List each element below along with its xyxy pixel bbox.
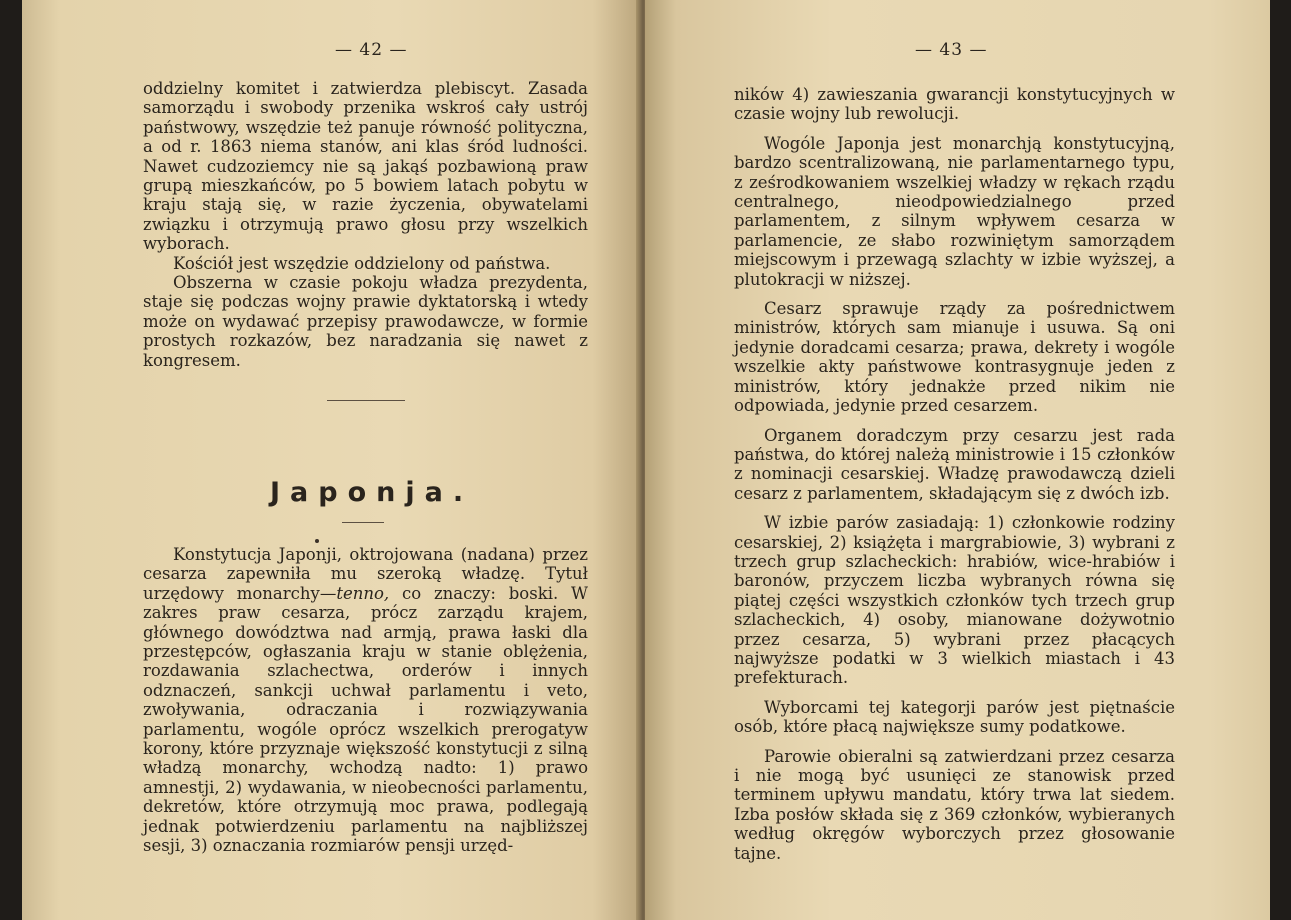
ink-speck bbox=[315, 539, 319, 543]
left-text-lower bbox=[143, 545, 588, 856]
left-text-upper bbox=[143, 79, 588, 370]
paragraph: Organem doradczym przy cesarzu jest rada państwa, do której należą ministrowie i 15 członków z nominacji cesarskiej. Władzę prawodawczą dzieli cesarz z parlamentem, składającym się z dwóch izb. bbox=[734, 425, 1175, 503]
page-number-right: — 43 — bbox=[915, 40, 988, 60]
heading-underline bbox=[342, 522, 384, 523]
section-divider bbox=[327, 400, 405, 401]
paragraph: Wogóle Japonja jest monarchją konstytucyjną, bardzo scentralizowaną, nie parlamentarnego typu, z ześrodkowaniem wszelkiej władzy w rękach rządu centralnego, nieodpowiedzialnego przed parlamentem, z silnym wpływem cesarza w parlamencie, ze słabo rozwiniętym samorządem miejscowym i przewagą szlachty w izbie wyższej, a plutokracji w niższej. bbox=[734, 133, 1175, 289]
text-run: Konstytucja Japonji, oktrojowana (nadana) przez cesarza zapewniła mu szeroką władzę. Tytuł urzędowy monarchy— bbox=[143, 545, 588, 603]
paragraph: Kościół jest wszędzie oddzielony od państwa. bbox=[173, 253, 551, 273]
paragraph: oddzielny komitet i zatwierdza plebiscyt. Zasada samorządu i swobody przenika wskroś cały ustrój państwowy, wszędzie też panuje równość polityczna, a od r. 1863 niema stanów, ani klas śród ludności. Nawet cudzoziemcy nie są jakąś pozbawioną praw grupą mieszkańców, po 5 bowiem latach pobytu w kraju stają się, w razie życzenia, obywatelami związku i otrzymują prawo głosu przy wszelkich wyborach. bbox=[143, 79, 588, 254]
text-run: co znaczy: boski. W zakres praw cesarza, prócz zarządu krajem, głównego dowództwa nad armją, prawa łaski dla przestępców, ogłaszania kraju w stanie oblężenia, rozdawania szlachectwa, orderów i innych odznaczeń, sankcji uchwał parlamentu i veto, zwoływania, odraczania i rozwiązywania parlamentu, wogóle oprócz wszelkich prerogatyw korony, które przyznaje większość konstytucji z silną władzą monarchy, wchodzą nadto: 1) prawo amnestji, 2) wydawania, w nieobecności parlamentu, dekretów, które otrzymują moc prawa, podlegają jednak potwierdzeniu parlamentu na najbliższej sesji, 3) oznaczania rozmiarów pensji urzęd- bbox=[143, 583, 588, 856]
paragraph: Obszerna w czasie pokoju władza prezydenta, staje się podczas wojny prawie dyktatorską i wtedy może on wydawać przepisy prawodawcze, w formie prostych rozkazów, bez naradzania się nawet z kongresem. bbox=[143, 273, 588, 370]
paragraph: ników 4) zawieszania gwarancji konstytucyjnych w czasie wojny lub rewolucji. bbox=[734, 85, 1175, 124]
paragraph bbox=[143, 545, 588, 856]
paragraph: Parowie obieralni są zatwierdzani przez cesarza i nie mogą być usunięci ze stanowisk przed terminem upływu mandatu, który trwa lat siedem. Izba posłów składa się z 369 członków, wybieranych według okręgów wyborczych przez głosowanie tajne. bbox=[734, 746, 1175, 863]
section-heading: Japonja. bbox=[270, 477, 474, 508]
paragraph: Cesarz sprawuje rządy za pośrednictwem ministrów, których sam mianuje i usuwa. Są oni jedynie doradcami cesarza; prawa, dekrety i wogóle wszelkie akty państwowe kontrasygnuje jeden z ministrów, który jednakże przed nikim nie odpowiada, jedynie przed cesarzem. bbox=[734, 299, 1175, 416]
paragraph: W izbie parów zasiadają: 1) członkowie rodziny cesarskiej, 2) książęta i margrabiowie, 3) wybrani z trzech grup szlacheckich: hrabiów, wice-hrabiów i baronów, przyczem liczba wybranych równa się piątej części wszystkich członków tych trzech grup szlacheckich, 4) osoby, mianowane dożywotnio przez cesarza, 5) wybrani przez płacących najwyższe podatki w 3 wielkich miastach i 43 prefekturach. bbox=[734, 513, 1175, 688]
right-text bbox=[734, 85, 1175, 863]
left-page bbox=[22, 0, 642, 920]
italic-term: tenno, bbox=[336, 583, 390, 603]
right-page bbox=[645, 0, 1270, 920]
page-number-left: — 42 — bbox=[335, 40, 408, 60]
paragraph: Wyborcami tej kategorji parów jest piętnaście osób, które płacą największe sumy podatkowe. bbox=[734, 697, 1175, 737]
